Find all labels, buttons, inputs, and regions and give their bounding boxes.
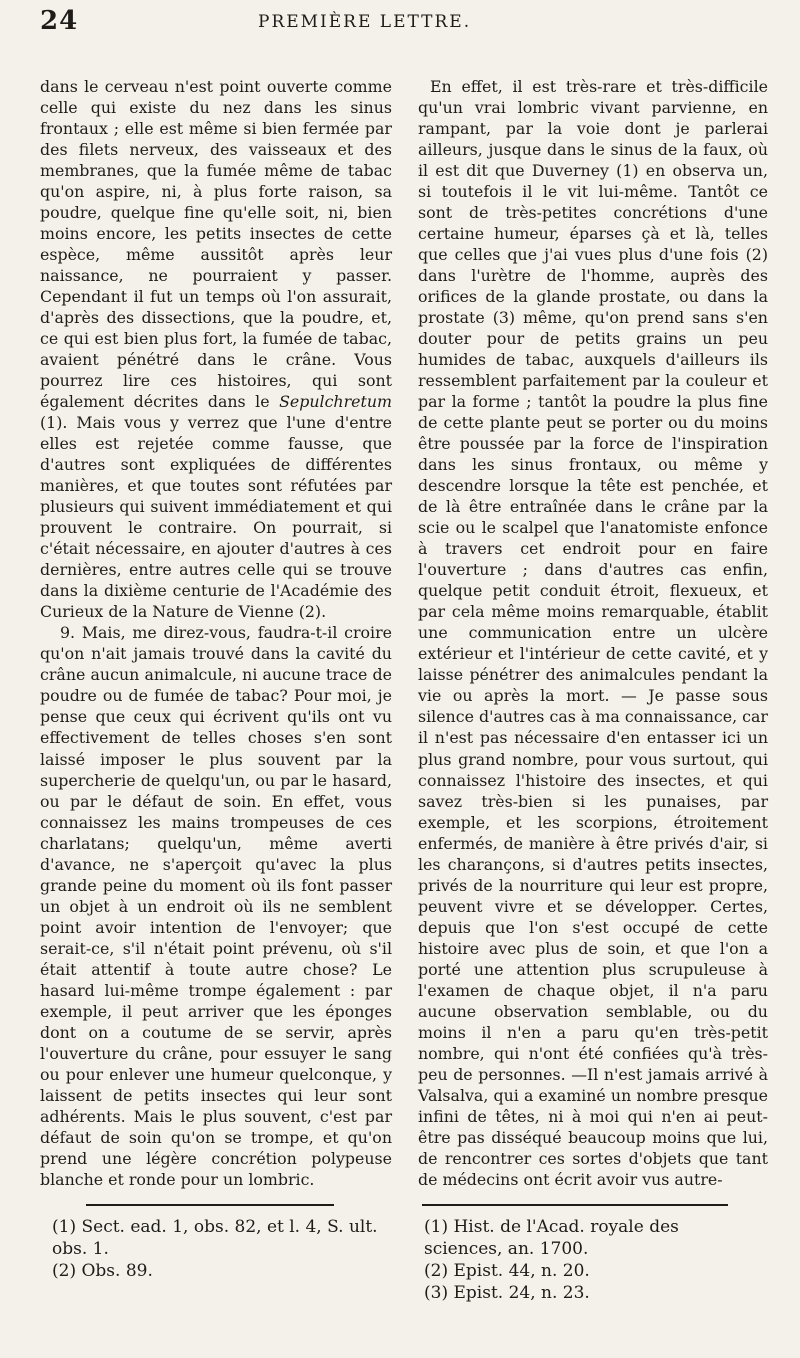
right-column — [418, 76, 768, 1190]
left-paragraph-2: 9. Mais, me direz-vous, faudra-t-il croire qu'on n'ait jamais trouvé dans la cavité du crâne aucun animalcule, ni aucune trace de poudre ou de fumée de tabac? Pour moi, je pense que ceux qui écrivent qu'ils ont vu effectivement de telles choses s'en sont laissé imposer le plus souvent par la supercherie de quelqu'un, ou par le hasard, ou par le défaut de soin. En effet, vous connaissez les mains trompeuses de ces charlatans; quelqu'un, même averti d'avance, ne s'aperçoit qu'avec la plus grande peine du moment où ils font passer un objet à un endroit où ils ne semblent point avoir intention de l'envoyer; que serait-ce, s'il n'était point prévenu, où s'il était attentif à toute autre chose? Le hasard lui-même trompe également : par exemple, il peut arriver que les éponges dont on a coutume de se servir, après l'ouverture du crâne, pour essuyer le sang ou pour enlever une humeur quelconque, y laissent de petits insectes qui leur sont adhérents. Mais le plus souvent, c'est par défaut de soin qu'on se trompe, et qu'on prend une légère concrétion polypeuse blanche et ronde pour un lombric. — [40, 623, 392, 1189]
left-paragraph-1-continued: (1). Mais vous y verrez que l'une d'entre elles est rejetée comme fausse, que d'autres sont expliquées de différentes manières, et que toutes sont réfutées par plusieurs qui suivent immédiatement et qui prouvent le contraire. On pourrait, si c'était nécessaire, en ajouter d'autres à ces dernières, entre autres celle qui se trouve dans la dixième centurie de l'Académie des Curieux de la Nature de Vienne (2). — [40, 413, 392, 622]
footnotes-left — [46, 1216, 386, 1282]
running-title: PREMIÈRE LETTRE. — [258, 12, 472, 32]
right-paragraph-1: En effet, il est très-rare et très-difficile qu'un vrai lombric vivant parvienne, en rampant, par la voie dont je parlerai ailleurs, jusque dans le sinus de la faux, où il est dit que Duverney (1) en observa un, si toutefois il le vit lui-même. Tantôt ce sont de très-petites concrétions d'une certaine humeur, éparses çà et là, telles que celles que j'ai vues plus d'une fois (2) dans l'urètre de l'homme, auprès des orifices de la glande prostate, ou dans la prostate (3) même, qu'on prend sans s'en douter pour de petits grains un peu humides de tabac, auxquels d'ailleurs ils ressemblent parfaitement par la couleur et par la forme ; tantôt la poudre la plus fine de cette plante peut se porter ou du moins être poussée par la force de l'inspiration dans les sinus frontaux, ou même y descendre lorsque la tête est penchée, et de là être entraînée dans le crâne par la scie ou le scalpel que l'anatomiste enfonce à travers cet endroit pour en faire l'ouverture ; dans d'autres cas enfin, quelque petit conduit étroit, flexueux, et par cela même moins remarquable, établit une communication entre un ulcère extérieur et l'intérieur de cette cavité, et y laisse pénétrer des animalcules pendant la vie ou après la mort. — Je passe sous silence d'autres cas à ma connaissance, car il n'est pas nécessaire d'en entasser ici un plus grand nombre, pour vous surtout, qui connaissez l'histoire des insectes, et qui savez très-bien si les punaises, par exemple, et les scorpions, étroitement enfermés, de manière à être privés d'air, si les charançons, si d'autres petits insectes, privés de la nourriture qui leur est propre, peuvent vivre et se développer. Certes, depuis que l'on s'est occupé de cette histoire avec plus de soin, et que l'on a porté une attention plus scrupuleuse à l'examen de chaque objet, il n'a paru aucune observation semblable, ou du moins il n'en a paru qu'en très-petit nombre, qui n'ont été confiées qu'à très-peu de personnes. —Il n'est jamais arrivé à Valsalva, qui a examiné un nombre presque infini de têtes, ni à moi qui n'en ai peut-être pas disséqué beaucoup moins que lui, de rencontrer ces sortes d'objets que tant de médecins ont écrit avoir vus autre- — [418, 77, 768, 1189]
footnote-left-2: (2) Obs. 89. — [52, 1261, 153, 1281]
left-paragraph-1 — [40, 76, 392, 622]
footnotes-right — [424, 1216, 754, 1304]
footnote-right-1: (1) Hist. de l'Acad. royale des sciences, an. 1700. — [424, 1217, 679, 1259]
footnote-right-2: (2) Epist. 44, n. 20. — [424, 1261, 590, 1281]
footnote-left-1: (1) Sect. ead. 1, obs. 82, et l. 4, S. ult. obs. 1. — [52, 1217, 378, 1259]
page-header — [40, 6, 760, 46]
footnote-rule-right — [422, 1204, 728, 1206]
left-paragraph-1-text: dans le cerveau n'est point ouverte comme celle qui existe du nez dans les sinus frontaux ; elle est même si bien fermée par des filets nerveux, des vaisseaux et des membranes, que la fumée même de tabac qu'on aspire, ni, à plus forte raison, sa poudre, quelque fine qu'elle soit, ni, bien moins encore, les petits insectes de cette espèce, même aussitôt après leur naissance, ne pourraient y passer. Cependant il fut un temps où l'on assurait, d'après des dissections, que la poudre, et, ce qui est bien plus fort, la fumée de tabac, avaient pénétré dans le crâne. Vous pourrez lire ces histoires, qui sont également décrites dans le — [40, 77, 392, 412]
footnote-right-3: (3) Epist. 24, n. 23. — [424, 1283, 590, 1303]
footnote-rule-left — [86, 1204, 334, 1206]
sepulchretum-title: Sepulchretum — [279, 392, 392, 412]
page-number: 24 — [40, 6, 79, 36]
left-column — [40, 76, 392, 1190]
